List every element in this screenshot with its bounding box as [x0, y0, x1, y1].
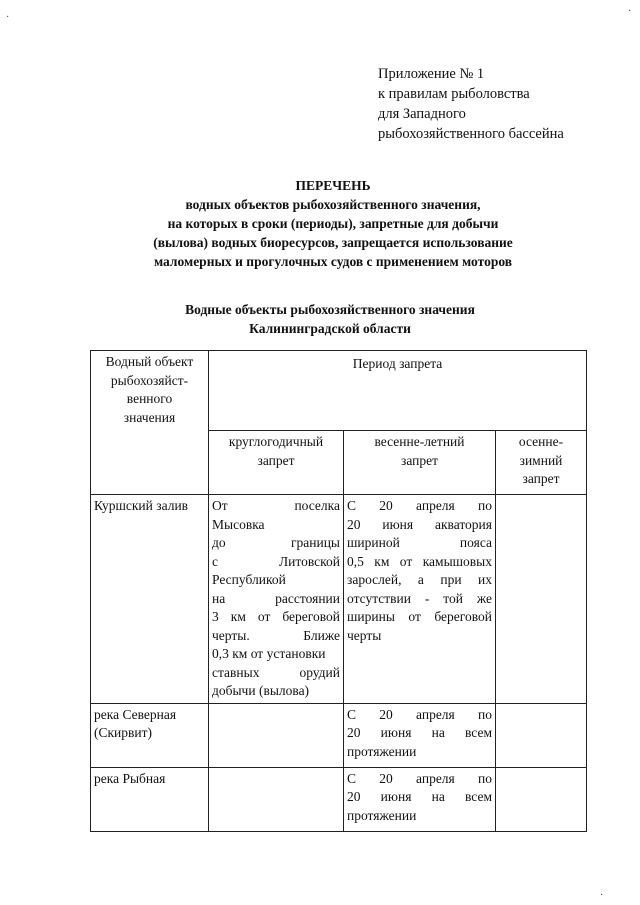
ban-periods-table [90, 350, 587, 832]
row-object-name [91, 495, 208, 518]
cell-line: (Скирвит) [94, 725, 153, 740]
cell-line: С 20 апреля по [347, 706, 492, 722]
header-line: Водный объект [105, 354, 194, 369]
subtitle-line: Калининградской области [249, 321, 411, 336]
cell-line: С 20 апреля по [347, 770, 492, 786]
cell-line: река Рыбная [94, 770, 166, 786]
cell-line: Мысовка [212, 516, 265, 532]
cell-line: зарослей, а при их [347, 572, 492, 587]
title-line: водных объектов рыбохозяйственного значения, [185, 197, 481, 212]
cell-line: С 20 апреля по [347, 498, 492, 513]
header-year-round-text [209, 431, 343, 472]
appendix-line: к правилам рыболовства [378, 86, 530, 102]
cell-line: 3 км от береговой [212, 609, 340, 624]
header-line: значения [123, 409, 176, 425]
cell-line: добычи (вылова) [212, 683, 310, 698]
title-heading: ПЕРЕЧЕНЬ [295, 178, 371, 193]
row-spring-summer-cell [344, 495, 496, 704]
title-line: (вылова) водных биоресурсов, запрещается использование [153, 235, 513, 250]
cell-line: отсутствии - той же [347, 590, 492, 606]
header-period-label: Период запрета [352, 356, 443, 371]
cell-line: 20 июня на всем [347, 789, 492, 804]
header-spring-summer-cell [344, 431, 496, 495]
header-line: запрет [522, 471, 560, 486]
header-line: рыбохозяйст- [110, 372, 189, 388]
header-object-text [91, 351, 208, 429]
cell-line: река Северная [94, 706, 177, 722]
cell-line: на расстоянии [212, 590, 340, 606]
title-line: маломерных и прогулочных судов с применением моторов [153, 254, 513, 269]
header-line: запрет [257, 452, 295, 468]
header-period-cell [209, 351, 587, 431]
appendix-line: для Западного [378, 106, 466, 122]
row-year-round-cell [209, 495, 344, 704]
scan-speck: · [628, 6, 632, 17]
header-line: зимний [519, 452, 563, 468]
cell-line: черты. Ближе [212, 627, 340, 643]
table-header-row [91, 351, 587, 431]
row-spring-summer-text [344, 704, 495, 764]
row-object-name [91, 704, 208, 745]
subtitle-line: Водные объекты рыбохозяйственного значения [185, 302, 475, 317]
cell-line: От поселка [212, 498, 340, 513]
section-subtitle [130, 300, 530, 338]
cell-line: до границы [212, 535, 340, 550]
header-line: запрет [400, 452, 438, 468]
header-line: круглогодичный [228, 434, 324, 449]
header-spring-summer-text [344, 431, 495, 472]
appendix-line: рыбохозяйственного бассейна [378, 126, 564, 142]
row-autumn-winter-cell [496, 703, 587, 767]
row-spring-summer-cell [344, 767, 496, 831]
row-spring-summer-cell [344, 703, 496, 767]
header-line: венного [126, 391, 173, 406]
cell-line: 0,3 км от установки [212, 646, 326, 661]
cell-line: ставных орудий [212, 664, 340, 680]
cell-line: протяжении [347, 743, 417, 759]
cell-line: 20 июня на всем [347, 725, 492, 740]
header-year-round-cell [209, 431, 344, 495]
table-row [91, 495, 587, 704]
document-title [100, 176, 566, 271]
header-line: осенне- [518, 434, 564, 449]
cell-line: Республикой [212, 572, 286, 587]
row-object-name [91, 768, 208, 791]
row-spring-summer-text [344, 495, 495, 647]
row-object-cell [91, 703, 209, 767]
row-year-round-cell [209, 767, 344, 831]
title-line: на которых в сроки (периоды), запретные для добычи [167, 216, 499, 231]
row-autumn-winter-cell [496, 495, 587, 704]
table-row [91, 703, 587, 767]
row-object-cell [91, 767, 209, 831]
appendix-line: Приложение № 1 [378, 66, 485, 82]
row-year-round-cell [209, 703, 344, 767]
scan-speck: · [6, 12, 10, 23]
cell-line: 0,5 км от камышовых [347, 553, 492, 569]
header-object-cell [91, 351, 209, 495]
cell-line: черты [347, 627, 382, 643]
cell-line: с Литовской [212, 553, 340, 569]
table-row [91, 767, 587, 831]
header-autumn-winter-text [496, 431, 586, 491]
cell-line: ширины от береговой [347, 609, 492, 624]
header-line: весенне-летний [374, 434, 465, 449]
header-autumn-winter-cell [496, 431, 587, 495]
row-object-cell [91, 495, 209, 704]
cell-line: протяжении [347, 807, 417, 823]
row-year-round-text [209, 495, 343, 703]
row-spring-summer-text [344, 768, 495, 828]
cell-line: Куршский залив [94, 498, 189, 513]
cell-line: шириной пояса [347, 535, 492, 550]
row-autumn-winter-cell [496, 767, 587, 831]
cell-line: 20 июня акватория [347, 516, 492, 532]
scan-speck: · [600, 890, 604, 901]
appendix-note [378, 64, 618, 144]
